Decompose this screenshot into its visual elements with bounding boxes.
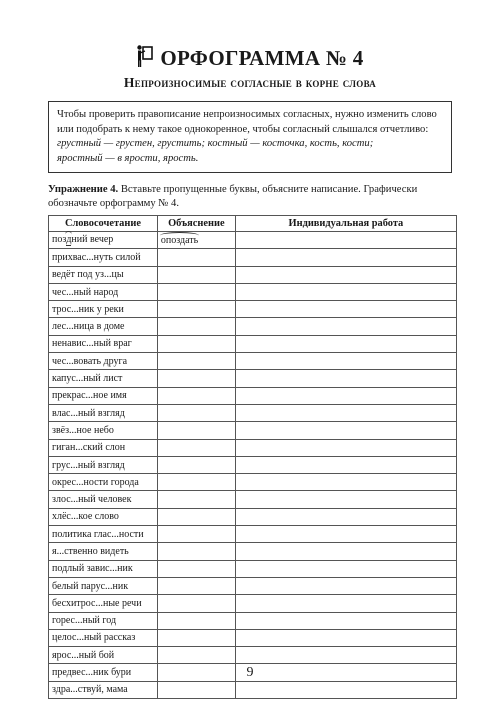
table-row (49, 612, 457, 629)
table-row (49, 266, 457, 283)
explanation-cell[interactable] (157, 353, 235, 370)
individual-work-cell[interactable] (235, 404, 456, 421)
explanation-cell[interactable] (157, 508, 235, 525)
phrase-cell: ярос...ный бой (49, 647, 158, 664)
individual-work-cell[interactable] (235, 474, 456, 491)
explanation-cell[interactable] (157, 560, 235, 577)
exercise-text: Вставьте пропущенные буквы, объясните написание. Графически обозначьте орфограмму № 4. (48, 184, 418, 209)
individual-work-cell[interactable] (235, 612, 456, 629)
table-row (49, 387, 457, 404)
title-text: ОРФОГРАММА № 4 (160, 46, 364, 70)
page-number: 9 (246, 665, 254, 680)
exercise-table (48, 215, 457, 699)
phrase-cell: злос...ный человек (49, 491, 158, 508)
explanation-cell[interactable] (157, 266, 235, 283)
explanation-cell[interactable] (157, 335, 235, 352)
table-row (49, 474, 457, 491)
individual-work-cell[interactable] (235, 283, 456, 300)
individual-work-cell[interactable] (235, 266, 456, 283)
rule-box (48, 101, 452, 173)
explanation-cell[interactable] (157, 404, 235, 421)
pointer-stand-icon (136, 44, 154, 68)
phrase-cell: я...ственно видеть (49, 543, 158, 560)
sample-explain-cell[interactable] (157, 232, 235, 249)
table-row (49, 543, 457, 560)
table-row (49, 629, 457, 646)
individual-work-cell[interactable] (235, 491, 456, 508)
sample-explain: опоздать (160, 234, 199, 246)
sample-individual-cell[interactable] (235, 232, 456, 249)
table-row (49, 404, 457, 421)
rule-text: Чтобы проверить правописание непроизносимых согласных, нужно изменить слово или подобрать к нему такое однокоренное, чтобы согласный слышался отчетливо: (57, 109, 437, 135)
phrase-cell: хлёс...кое слово (49, 508, 158, 525)
individual-work-cell[interactable] (235, 456, 456, 473)
phrase-cell: лес...ница в доме (49, 318, 158, 335)
col-header-phrase: Словосочетание (49, 216, 158, 232)
explanation-cell[interactable] (157, 283, 235, 300)
individual-work-cell[interactable] (235, 422, 456, 439)
table-row (49, 456, 457, 473)
sample-phrase-mark: д (66, 234, 72, 246)
table-row (49, 560, 457, 577)
explanation-cell[interactable] (157, 422, 235, 439)
phrase-cell: капус...ный лист (49, 370, 158, 387)
explanation-cell[interactable] (157, 595, 235, 612)
individual-work-cell[interactable] (235, 353, 456, 370)
phrase-cell: чес...вовать друга (49, 353, 158, 370)
phrase-cell: целос...ный рассказ (49, 629, 158, 646)
table-row (49, 249, 457, 266)
table-row (49, 370, 457, 387)
phrase-cell: трос...ник у реки (49, 301, 158, 318)
table-row (49, 526, 457, 543)
rule-example-1-text: грустный — грустен, грустить; костный — косточка, кость, кости; (57, 138, 374, 150)
phrase-cell: окрес...ности города (49, 474, 158, 491)
table-row (49, 283, 457, 300)
table-row (49, 491, 457, 508)
table-row (49, 301, 457, 318)
explanation-cell[interactable] (157, 491, 235, 508)
table-row (49, 508, 457, 525)
explanation-cell[interactable] (157, 249, 235, 266)
individual-work-cell[interactable] (235, 508, 456, 525)
table-row (49, 318, 457, 335)
sample-phrase-post: ний вечер (71, 234, 114, 246)
col-header-individual: Индивидуальная работа (235, 216, 456, 232)
explanation-cell[interactable] (157, 474, 235, 491)
individual-work-cell[interactable] (235, 629, 456, 646)
phrase-cell: бесхитрос...ные речи (49, 595, 158, 612)
table-row-sample (49, 232, 457, 249)
phrase-cell: влас...ный взгляд (49, 404, 158, 421)
phrase-cell: грус...ный взгляд (49, 456, 158, 473)
phrase-cell: ведёт под уз...цы (49, 266, 158, 283)
page-title (0, 44, 500, 71)
explanation-cell[interactable] (157, 577, 235, 594)
explanation-cell[interactable] (157, 526, 235, 543)
table-row (49, 335, 457, 352)
explanation-cell[interactable] (157, 612, 235, 629)
individual-work-cell[interactable] (235, 647, 456, 664)
individual-work-cell[interactable] (235, 681, 456, 698)
individual-work-cell[interactable] (235, 387, 456, 404)
individual-work-cell[interactable] (235, 577, 456, 594)
individual-work-cell[interactable] (235, 249, 456, 266)
individual-work-cell[interactable] (235, 526, 456, 543)
table-row (49, 647, 457, 664)
phrase-cell: чес...ный народ (49, 283, 158, 300)
phrase-cell: политика глас...ности (49, 526, 158, 543)
explanation-cell[interactable] (157, 318, 235, 335)
sample-phrase-cell (49, 232, 158, 249)
individual-work-cell[interactable] (235, 439, 456, 456)
phrase-cell: подлый завис...ник (49, 560, 158, 577)
phrase-cell: прекрас...ное имя (49, 387, 158, 404)
explanation-cell[interactable] (157, 301, 235, 318)
individual-work-cell[interactable] (235, 335, 456, 352)
table-row (49, 422, 457, 439)
phrase-cell: горес...ный год (49, 612, 158, 629)
explanation-cell[interactable] (157, 370, 235, 387)
table-row (49, 577, 457, 594)
rule-example-2-text: яростный — в ярости, ярость. (57, 152, 199, 164)
explanation-cell[interactable] (157, 387, 235, 404)
phrase-cell: здра...ствуй, мама (49, 681, 158, 698)
explanation-cell[interactable] (157, 456, 235, 473)
explanation-cell[interactable] (157, 681, 235, 698)
table-row (49, 439, 457, 456)
phrase-cell: белый парус...ник (49, 577, 158, 594)
table-row (49, 353, 457, 370)
phrase-cell: звёз...ное небо (49, 422, 158, 439)
individual-work-cell[interactable] (235, 543, 456, 560)
individual-work-cell[interactable] (235, 301, 456, 318)
individual-work-cell[interactable] (235, 318, 456, 335)
explanation-cell[interactable] (157, 543, 235, 560)
rule-example-2 (57, 152, 443, 167)
exercise-instruction (48, 183, 456, 210)
exercise-label: Упражнение 4. (48, 184, 119, 195)
individual-work-cell[interactable] (235, 560, 456, 577)
table-row (49, 681, 457, 698)
rule-example-1 (57, 137, 443, 152)
table-header-row (49, 216, 457, 232)
explanation-cell[interactable] (157, 647, 235, 664)
sample-phrase-pre: поз (52, 234, 67, 246)
phrase-cell: предвес...ник бури (49, 664, 158, 681)
phrase-cell: ненавис...ный враг (49, 335, 158, 352)
individual-work-cell[interactable] (235, 595, 456, 612)
table-row (49, 595, 457, 612)
phrase-cell: гиган...ский слон (49, 439, 158, 456)
individual-work-cell[interactable] (235, 370, 456, 387)
col-header-explanation: Объяснение (157, 216, 235, 232)
page-subtitle: Непроизносимые согласные в корне слова (123, 75, 377, 90)
explanation-cell[interactable] (157, 629, 235, 646)
explanation-cell[interactable] (157, 439, 235, 456)
phrase-cell: прихвас...нуть силой (49, 249, 158, 266)
